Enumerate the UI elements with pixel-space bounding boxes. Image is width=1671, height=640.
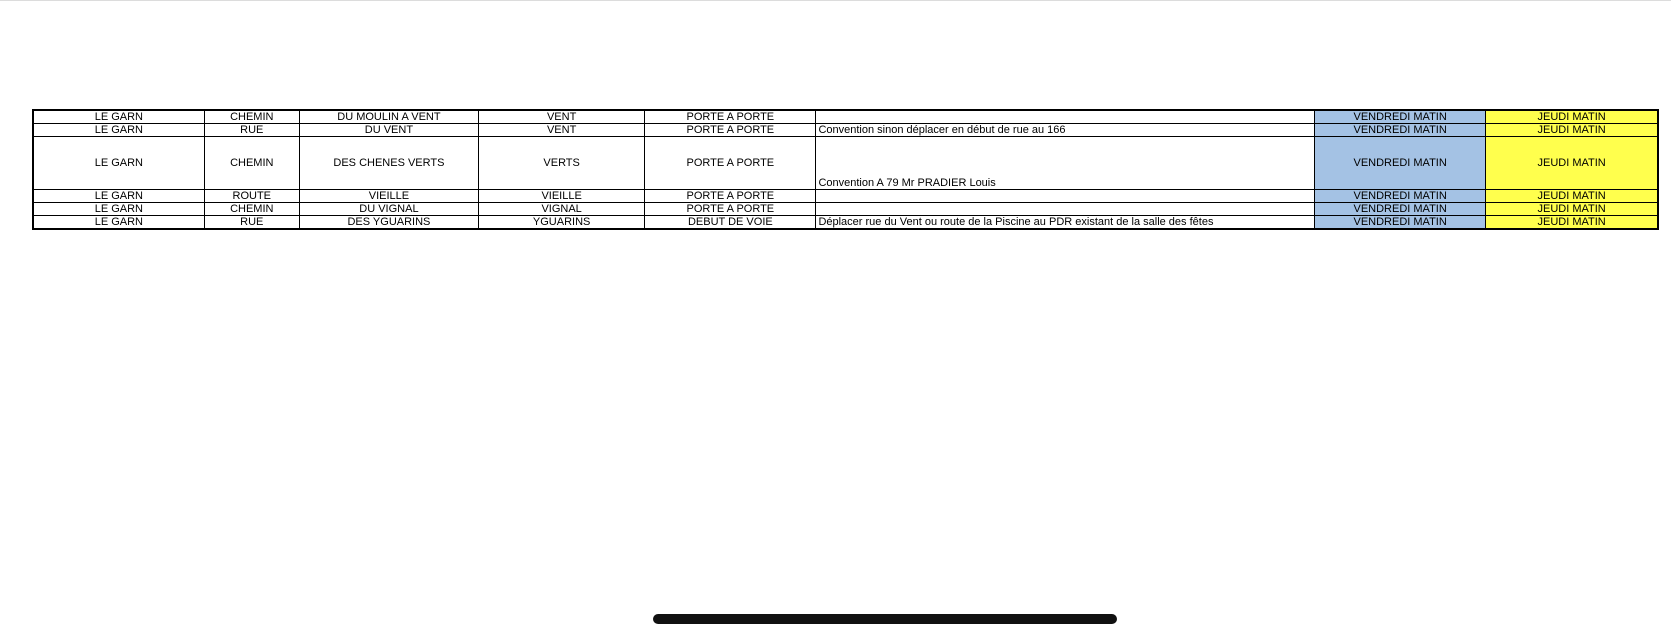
day-1-cell: VENDREDI MATIN (1315, 190, 1486, 203)
observation-cell (816, 110, 1315, 124)
collection-mode-cell: PORTE A PORTE (645, 203, 816, 216)
observation-cell (816, 190, 1315, 203)
observation-cell (816, 203, 1315, 216)
collection-mode-cell: PORTE A PORTE (645, 110, 816, 124)
table-row (33, 137, 1658, 190)
table-row (33, 203, 1658, 216)
street-name-cell: DES CHENES VERTS (299, 137, 478, 190)
table-row (33, 124, 1658, 137)
observation-cell: Déplacer rue du Vent ou route de la Piscine au PDR existant de la salle des fêtes (816, 216, 1315, 230)
table-row (33, 216, 1658, 230)
street-name-cell: DU VENT (299, 124, 478, 137)
street-type-cell: ROUTE (204, 190, 299, 203)
page-top-edge (0, 0, 1671, 1)
day-2-cell: JEUDI MATIN (1486, 216, 1658, 230)
day-2-cell: JEUDI MATIN (1486, 203, 1658, 216)
day-1-cell: VENDREDI MATIN (1315, 216, 1486, 230)
day-1-cell: VENDREDI MATIN (1315, 203, 1486, 216)
street-type-cell: CHEMIN (204, 110, 299, 124)
street-type-cell: RUE (204, 216, 299, 230)
keyword-cell: YGUARINS (479, 216, 645, 230)
day-2-cell: JEUDI MATIN (1486, 124, 1658, 137)
table-row (33, 190, 1658, 203)
commune-cell: LE GARN (33, 110, 204, 124)
commune-cell: LE GARN (33, 190, 204, 203)
keyword-cell: VIEILLE (479, 190, 645, 203)
commune-cell: LE GARN (33, 124, 204, 137)
street-name-cell: DU VIGNAL (299, 203, 478, 216)
day-1-cell: VENDREDI MATIN (1315, 137, 1486, 190)
street-type-cell: RUE (204, 124, 299, 137)
day-1-cell: VENDREDI MATIN (1315, 124, 1486, 137)
day-2-cell: JEUDI MATIN (1486, 110, 1658, 124)
commune-cell: LE GARN (33, 203, 204, 216)
day-1-cell: VENDREDI MATIN (1315, 110, 1486, 124)
street-name-cell: VIEILLE (299, 190, 478, 203)
collection-mode-cell: DEBUT DE VOIE (645, 216, 816, 230)
table-row (33, 110, 1658, 124)
keyword-cell: VERTS (479, 137, 645, 190)
street-type-cell: CHEMIN (204, 137, 299, 190)
observation-cell: Convention sinon déplacer en début de rue au 166 (816, 124, 1315, 137)
collection-mode-cell: PORTE A PORTE (645, 190, 816, 203)
keyword-cell: VENT (479, 110, 645, 124)
street-name-cell: DES YGUARINS (299, 216, 478, 230)
day-2-cell: JEUDI MATIN (1486, 137, 1658, 190)
street-name-cell: DU MOULIN A VENT (299, 110, 478, 124)
commune-cell: LE GARN (33, 216, 204, 230)
street-type-cell: CHEMIN (204, 203, 299, 216)
keyword-cell: VENT (479, 124, 645, 137)
commune-cell: LE GARN (33, 137, 204, 190)
collection-mode-cell: PORTE A PORTE (645, 137, 816, 190)
collection-mode-cell: PORTE A PORTE (645, 124, 816, 137)
keyword-cell: VIGNAL (479, 203, 645, 216)
home-indicator-bar[interactable] (653, 614, 1117, 624)
observation-cell: Convention A 79 Mr PRADIER Louis (816, 137, 1315, 190)
collection-schedule-table (32, 109, 1659, 230)
day-2-cell: JEUDI MATIN (1486, 190, 1658, 203)
